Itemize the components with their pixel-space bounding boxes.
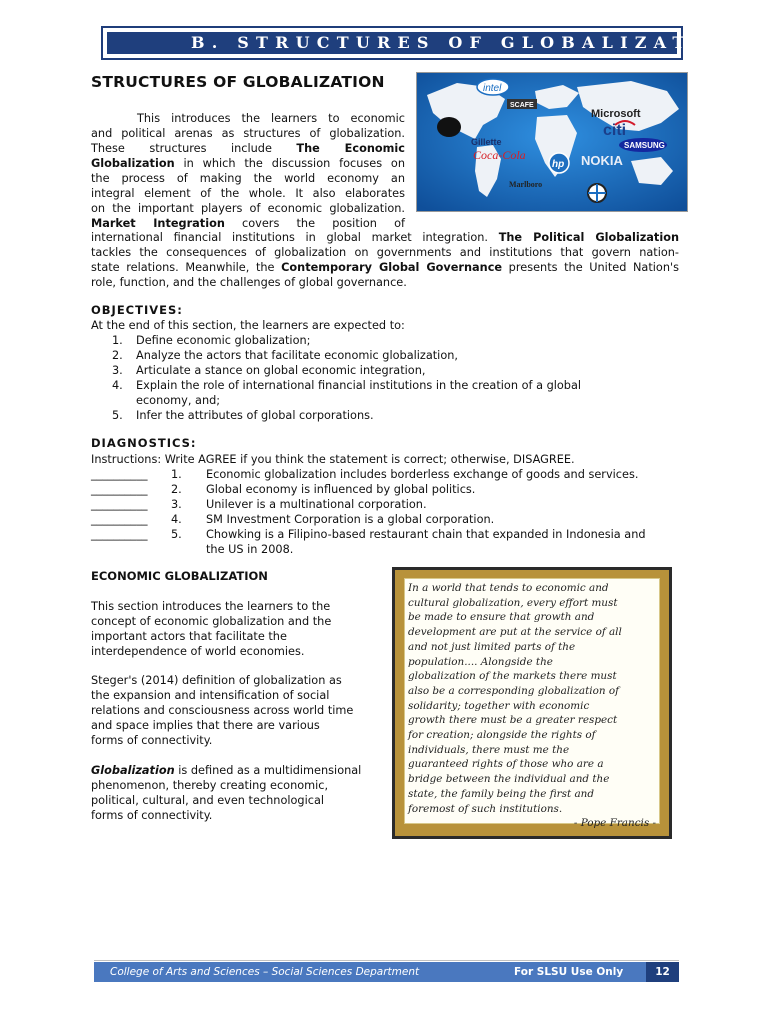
scafe-logo-text: SCAFE (510, 102, 534, 109)
objective-item: 2. Analyze the actors that facilitate economic globalization, (112, 349, 458, 362)
diagnostic-item: __________ 4. SM Investment Corporation is a global corporation. (91, 513, 495, 526)
objective-item: 4. Explain the role of international financial institutions in the creation of a global (112, 379, 582, 392)
objective-item: 3. Articulate a stance on global economic integration, (112, 364, 426, 377)
intro-line: role, function, and the challenges of global governance. (91, 276, 407, 289)
page-title: STRUCTURES OF GLOBALIZATION (91, 73, 385, 91)
globalization-term: Globalization (91, 764, 175, 777)
page-number: 12 (646, 962, 679, 982)
economic-paragraph-1: This section introduces the learners to the concept of economic globalization and the important actors that facilitate the interdependence of world economies. (91, 600, 332, 658)
quote-attribution: - Pope Francis - (573, 817, 656, 830)
objectives-intro: At the end of this section, the learners are expected to: (91, 319, 405, 332)
intro-line: integral element of the whole. It also elaborates (91, 187, 405, 200)
footer-usage-note: For SLSU Use Only (514, 966, 624, 978)
objective-item-continuation: economy, and; (136, 394, 221, 407)
pope-francis-quote-frame (392, 567, 672, 839)
economic-globalization-heading: ECONOMIC GLOBALIZATION (91, 569, 268, 583)
microsoft-logo-text: Microsoft (591, 108, 641, 120)
samsung-logo-text: SAMSUNG (624, 141, 665, 150)
citi-logo-text: citi (603, 122, 627, 139)
intro-line: Market Integration covers the position of (91, 217, 406, 230)
diagnostics-instructions: Instructions: Write AGREE if you think the statement is correct; otherwise, DISAGREE. (91, 453, 575, 466)
intro-line: the process of making the world economy an (91, 172, 405, 185)
intro-line: on the important players of economic globalization. (91, 202, 405, 215)
intel-logo-text: intel (483, 83, 502, 94)
diagnostic-item: __________ 5. Chowking is a Filipino-based restaurant chain that expanded in Indonesia and (91, 528, 646, 541)
world-map-illustration (417, 73, 688, 212)
intro-line: Globalization in which the discussion focuses on (91, 157, 405, 170)
nokia-logo-text: NOKIA (581, 153, 623, 168)
hp-logo-text: hp (552, 159, 565, 170)
intro-line: This introduces the learners to economic (137, 112, 405, 125)
gillette-logo-text: Gillette (471, 137, 502, 147)
objective-item: 5. Infer the attributes of global corporations. (112, 409, 374, 422)
diagnostic-item: __________ 2. Global economy is influenced by global politics. (91, 483, 476, 496)
intro-paragraph-full (91, 230, 679, 290)
objectives-heading: OBJECTIVES: (91, 303, 183, 317)
diagnostic-item: __________ 3. Unilever is a multinational corporation. (91, 498, 427, 511)
objective-item: 1. Define economic globalization; (112, 334, 311, 347)
intro-line: state relations. Meanwhile, the Contemporary Global Governance presents the United Nation's (91, 261, 679, 274)
footer-divider (94, 960, 679, 961)
economic-paragraph-2: Steger's (2014) definition of globalization as the expansion and intensification of social relations and consciousness across world time and space implies that there are various forms of connectivity. (91, 674, 354, 747)
pope-francis-quote: In a world that tends to economic and cultural globalization, every effort must be made to ensure that growth and development are put at the service of all and not just limited parts of the population.... Alongside the globalization of the markets there must also be a corresponding globalization of solidarity; together with economic growth there must be a greater respect for creation; alongside the rights of individuals, there must me the guaranteed rights of those who are a bridge between the individual and the state, the family being the first and foremost of such institutions. - Pope Francis - (404, 578, 660, 824)
globalization-map-image (416, 72, 688, 212)
intro-paragraph-top (91, 111, 405, 231)
diagnostic-item: __________ 1. Economic globalization includes borderless exchange of goods and services. (91, 468, 639, 481)
economic-paragraph-3: Globalization is defined as a multidimensional phenomenon, thereby creating economic, political, cultural, and even technological forms of connectivity. (91, 764, 362, 822)
intro-line: tackles the consequences of globalization on governments and institutions that govern nation- (91, 246, 679, 259)
section-banner-text: B. STRUCTURES OF GLOBALIZATION (107, 32, 677, 54)
diagnostics-heading: DIAGNOSTICS: (91, 436, 197, 450)
footer-department: College of Arts and Sciences – Social Sciences Department (110, 966, 420, 978)
intro-line: international financial institutions in global market integration. The Political Globalization (91, 231, 679, 244)
intro-line: and political arenas as structures of globalization. (91, 127, 405, 140)
marlboro-logo-text: Marlboro (509, 180, 543, 189)
coca-cola-logo-text: Coca-Cola (473, 148, 526, 162)
intro-line: These structures include The Economic (91, 142, 405, 155)
page-footer (94, 962, 679, 982)
section-banner (101, 26, 750, 60)
